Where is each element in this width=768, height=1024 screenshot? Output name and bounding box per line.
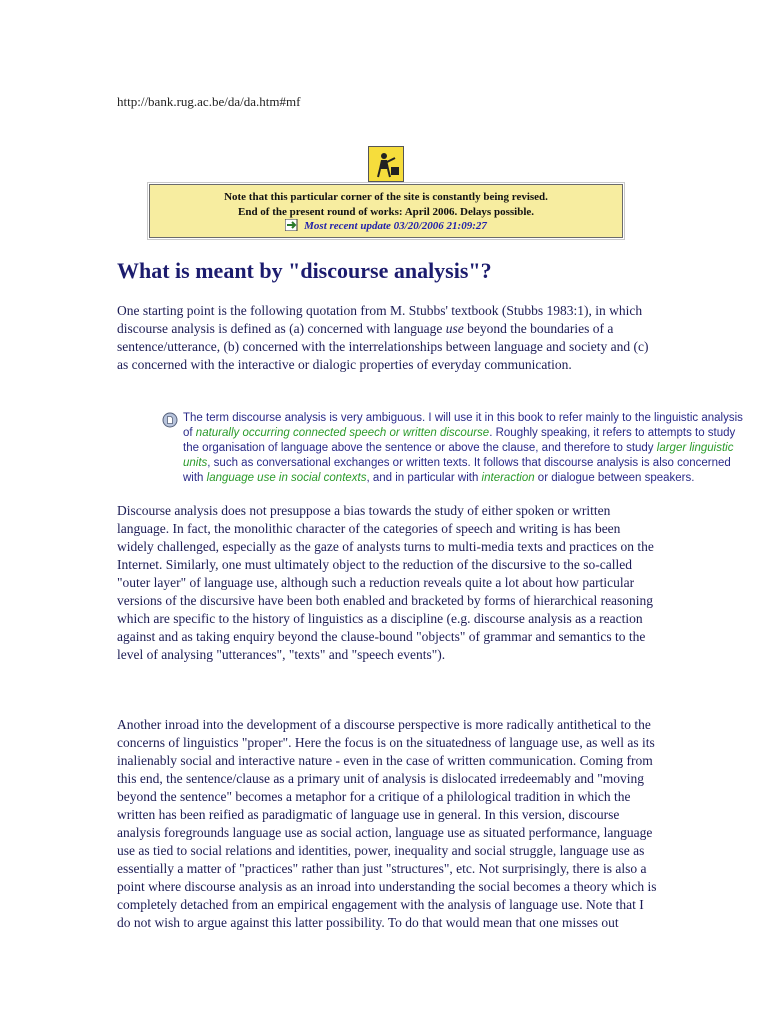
quote-text-3: , such as conversational exchanges or written texts. It follows that discourse analysis is also concerned with: [183, 457, 731, 484]
quote-highlight-1: naturally occurring connected speech or written discourse: [195, 427, 490, 439]
notice-update: [150, 219, 622, 236]
notice-line-1: Note that this particular corner of the site is constantly being revised.: [224, 191, 548, 203]
paragraph-3: Another inroad into the development of a discourse perspective is more radically antithetical to the concerns of linguistics "proper". Here the focus is on the situatedness of language use, as well as its inalienably social and interactive nature - even in the case of written communication. Coming from this end, the sentence/clause as a primary unit of analysis is dislocated irredeemably and "moving beyond the sentence" becomes a metaphor for a critique of a philological tradition in which the written has been reified as paradigmatic of language use in general. In this version, discourse analysis foregrounds language use as social action, language use as situated performance, language use as tied to social relations and identities, power, inequality and social struggle, language use as essentially a matter of "practices" rather than just "structures", etc. Not surprisingly, there is also a point where discourse analysis as an inroad into understanding the social becomes a theory which is completely detached from an empirical engagement with the analysis of language use. Note that I do not wish to argue against this latter possibility. To do that would mean that one misses out: [117, 717, 657, 930]
under-construction-icon: [368, 146, 404, 182]
intro-paragraph: [117, 302, 657, 374]
quote-text-4: , and in particular with: [366, 472, 482, 484]
quote-text-2: . Roughly speaking, it refers to attempts to study the organisation of language above the sentence or above the clause, and therefore to study: [183, 427, 736, 454]
intro-text-1: One starting point is the following quotation from M. Stubbs' textbook (Stubbs 1983:1), in which discourse analysis is defined as (a) concerned with language: [117, 303, 643, 336]
page-url[interactable]: http://bank.rug.ac.be/da/da.htm#mf: [117, 94, 301, 109]
quote-highlight-4: interaction: [481, 472, 535, 484]
notice-update-text: Most recent update 03/20/2006 21:09:27: [304, 220, 487, 232]
page-title: What is meant by "discourse analysis"?: [117, 258, 492, 283]
intro-use-word: use: [445, 321, 464, 336]
stubbs-quotation: [183, 411, 748, 486]
quote-text-1: The term discourse analysis is very ambiguous. I will use it in this book to refer mainly to the linguistic analysis of: [183, 412, 743, 439]
revision-notice: [149, 184, 623, 238]
quote-text-5: or dialogue between speakers.: [534, 472, 695, 484]
update-arrow-icon: [285, 219, 301, 236]
quote-highlight-3: language use in social contexts: [206, 472, 367, 484]
intro-text-2: beyond the boundaries of a sentence/utterance, (b) concerned with the interrelationships between language and society and (c) as concerned with the interactive or dialogic properties of everyday communication.: [117, 321, 649, 372]
quote-note-icon: [162, 412, 178, 428]
quote-highlight-2: larger linguistic units: [183, 442, 734, 469]
paragraph-2: Discourse analysis does not presuppose a bias towards the study of either spoken or written language. In fact, the monolithic character of the categories of speech and writing is has been widely challenged, especially as the gaze of analysts turns to multi-media texts and practices on the Internet. Similarly, one must ultimately object to the reduction of the discursive to the so-called "outer layer" of language use, although such a reduction reveals quite a lot about how particular versions of the discursive have been both enabled and bracketed by forms of hierarchical reasoning which are specific to the history of linguistics as a discipline (e.g. discourse analysis as a reaction against and as taking enquiry beyond the clause-bound "objects" of grammar and semantics to the level of analysing "utterances", "texts" and "speech events").: [117, 503, 654, 662]
notice-line-2: End of the present round of works: April 2006. Delays possible.: [237, 205, 535, 218]
